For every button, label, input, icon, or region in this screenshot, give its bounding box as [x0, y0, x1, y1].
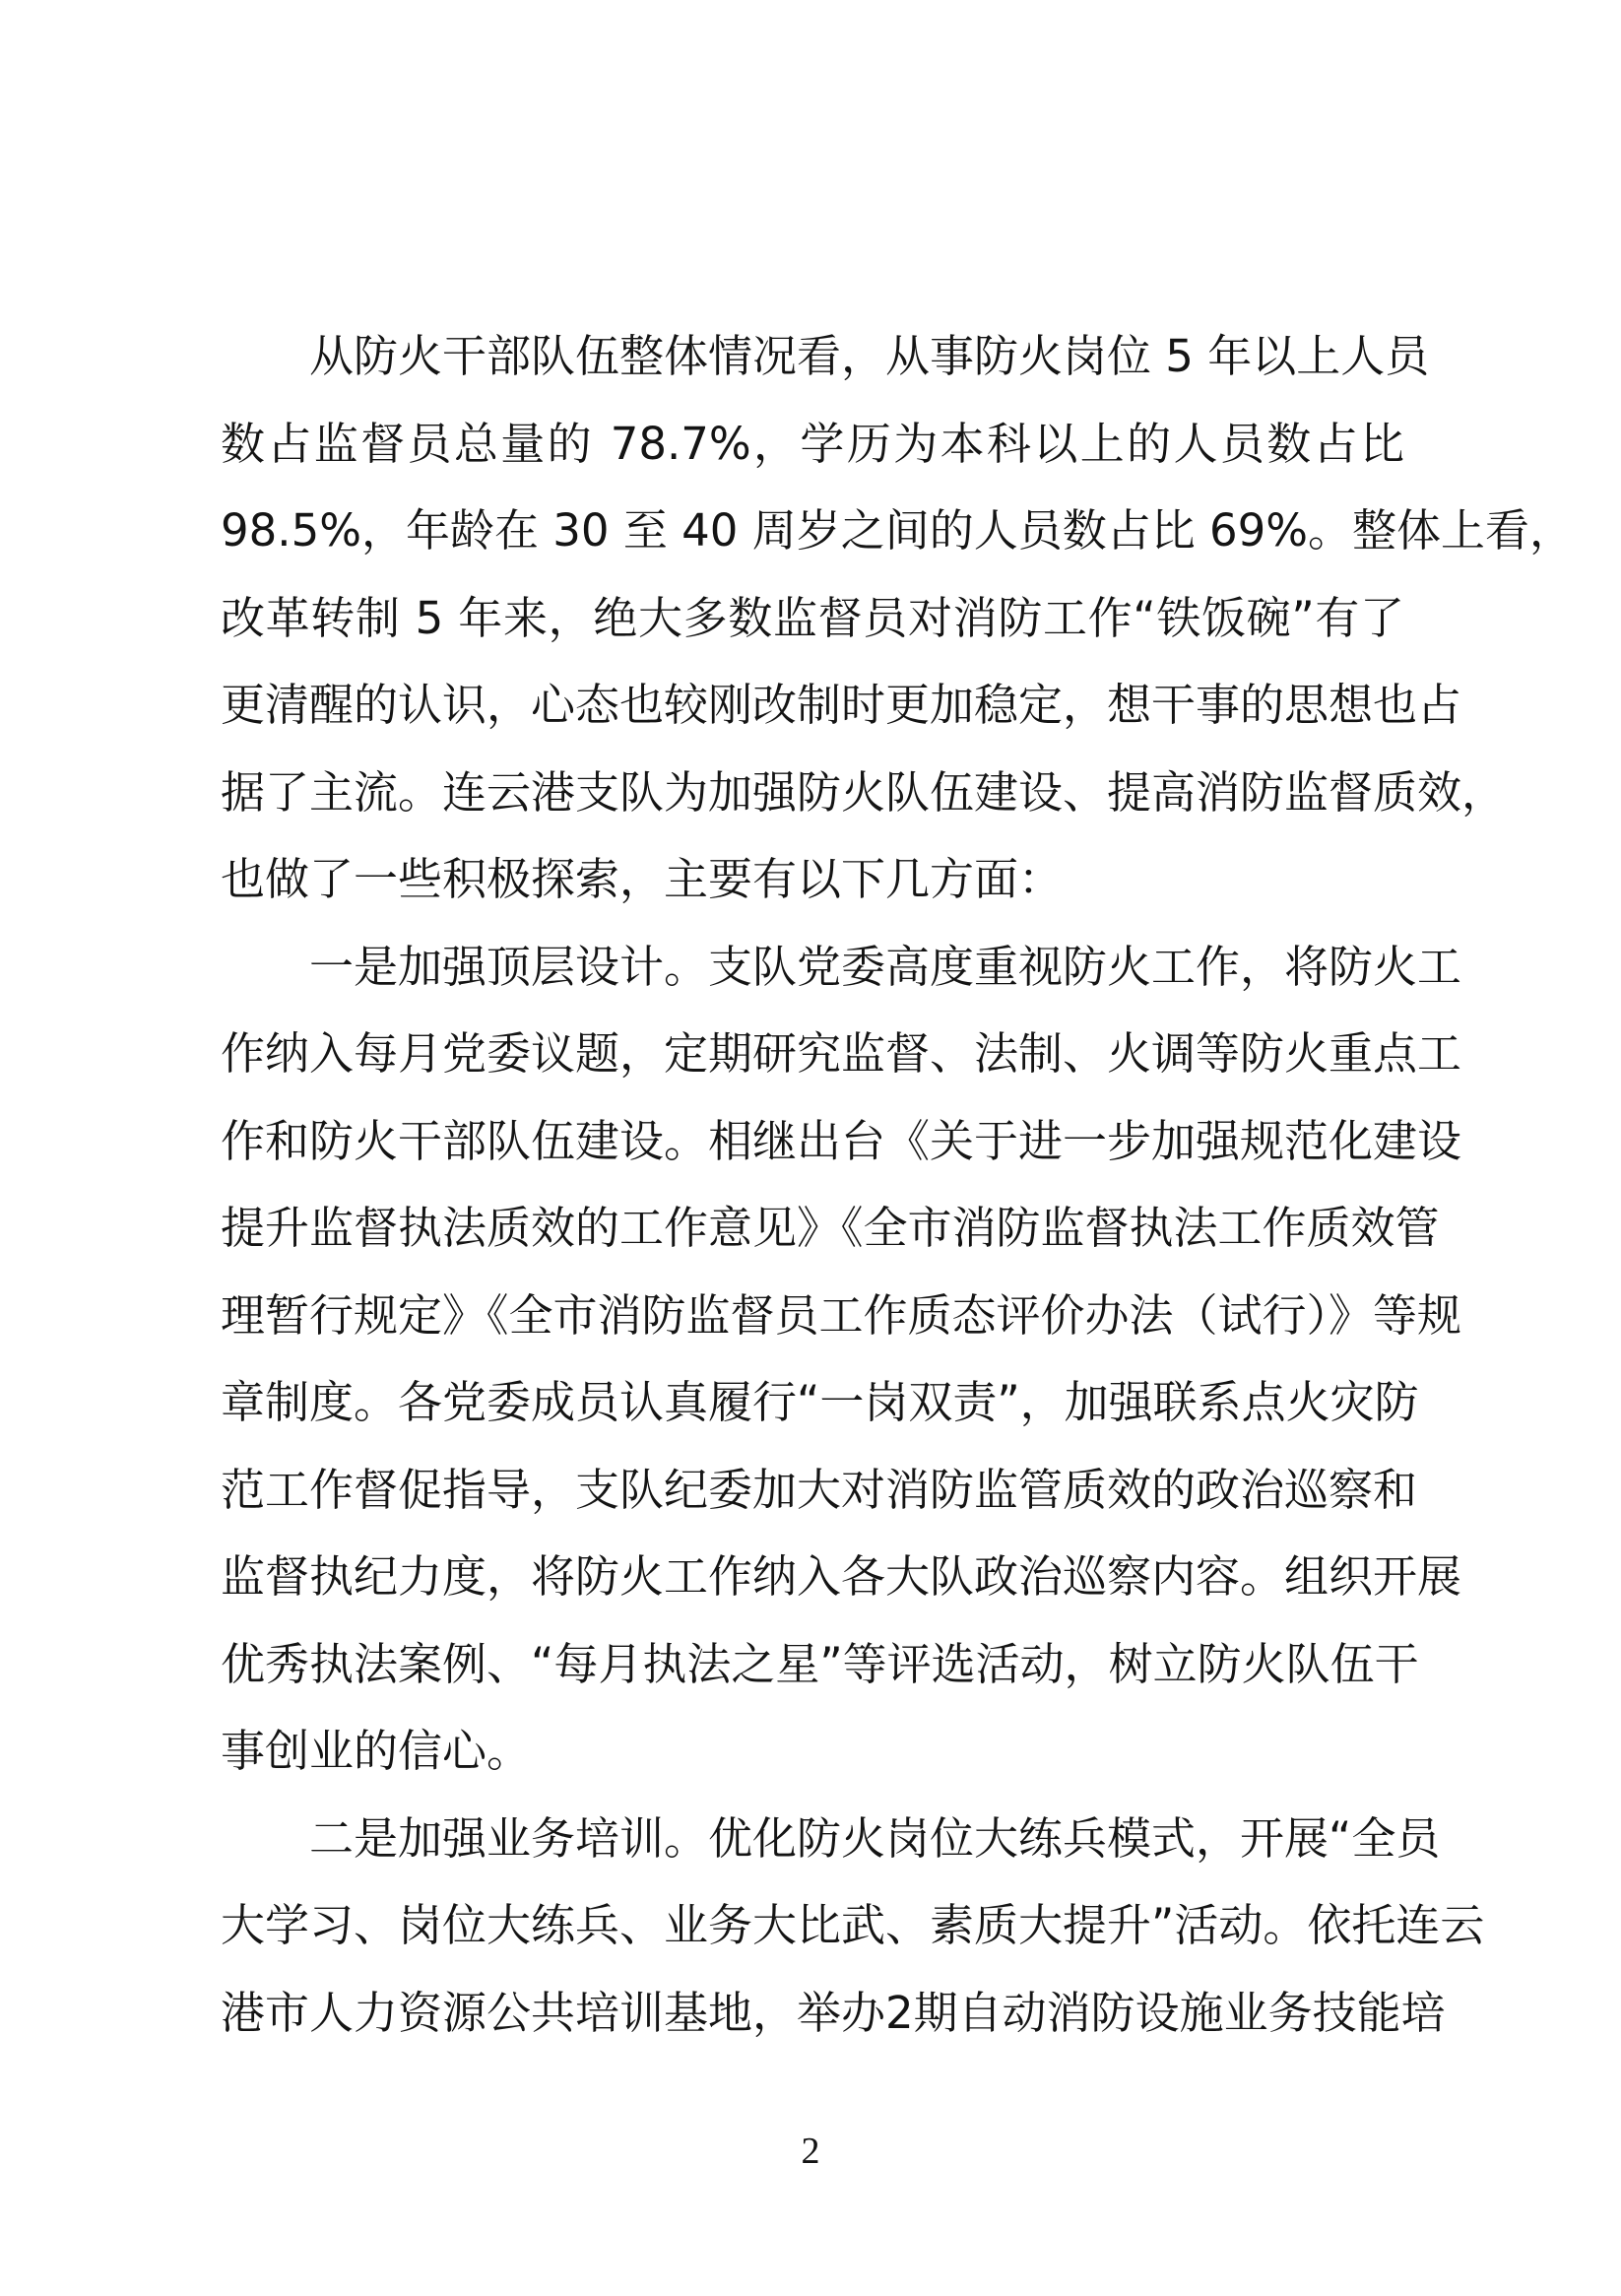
text-line: 事创业的信心。: [221, 1725, 532, 1777]
text-line: 也做了一些积极探索，主要有以下几方面：: [221, 853, 1064, 905]
text-line: 优秀执法案例、“每月执法之星”等评选活动，树立防火队伍干: [221, 1637, 1419, 1690]
body-text: [221, 313, 1575, 2057]
text-line: 作纳入每月党委议题，定期研究监督、法制、火调等防火重点工: [221, 1027, 1462, 1080]
text-line: 改革转制 5 年来，绝大多数监督员对消防工作“铁饭碗”有了: [221, 591, 1404, 644]
text-line: 章制度。各党委成员认真履行“一岗双责”，加强联系点火灾防: [221, 1376, 1419, 1428]
text-line: 理暂行规定》《全市消防监督员工作质态评价办法（试行）》等规: [221, 1288, 1462, 1342]
text-line: 数占监督员总量的 78.7%，学历为本科以上的人员数占比: [221, 417, 1404, 470]
text-line: 作和防火干部队伍建设。相继出台《关于进一步加强规范化建设: [221, 1114, 1462, 1167]
text-line: 一是加强顶层设计。支队党委高度重视防火工作，将防火工: [309, 940, 1462, 993]
text-line: 更清醒的认识，心态也较刚改制时更加稳定，想干事的思想也占: [221, 679, 1462, 731]
text-line: 据了主流。连云港支队为加强防火队伍建设、提高消防监督质效，: [221, 765, 1507, 819]
text-line: 98.5%，年龄在 30 至 40 周岁之间的人员数占比 69%。整体上看，: [221, 504, 1575, 557]
text-line: 提升监督执法质效的工作意见》《全市消防监督执法工作质效管: [221, 1202, 1440, 1254]
text-line: 监督执纪力度，将防火工作纳入各大队政治巡察内容。组织开展: [221, 1550, 1462, 1603]
text-line: 二是加强业务培训。优化防火岗位大练兵模式，开展“全员: [309, 1811, 1441, 1865]
page-number: 2: [801, 2131, 820, 2172]
text-line: 范工作督促指导，支队纪委加大对消防监管质效的政治巡察和: [221, 1463, 1418, 1516]
text-line: 港市人力资源公共培训基地，举办2期自动消防设施业务技能培: [221, 1986, 1446, 2039]
text-line: 大学习、岗位大练兵、业务大比武、素质大提升”活动。依托连云: [221, 1899, 1485, 1951]
text-line: 从防火干部队伍整体情况看，从事防火岗位 5 年以上人员: [309, 330, 1430, 382]
